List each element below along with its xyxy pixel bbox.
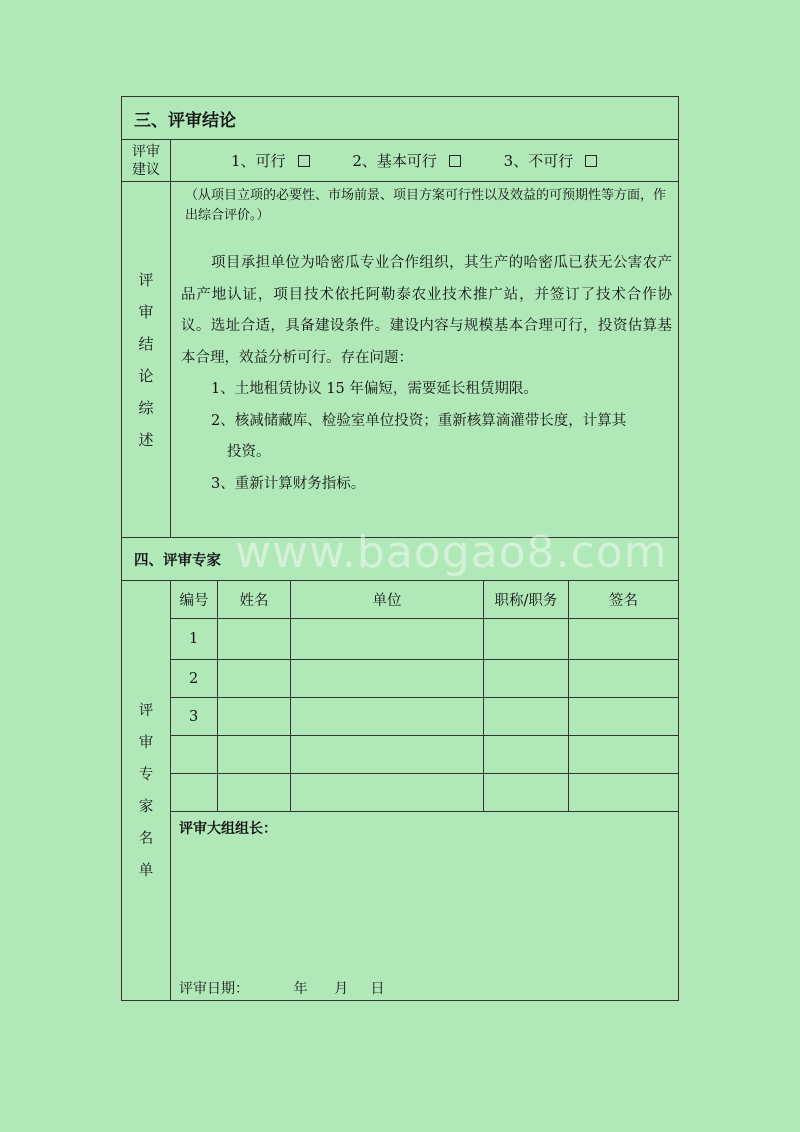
section-4-title: 四、评审专家 <box>122 538 679 581</box>
title-cell[interactable] <box>484 774 569 812</box>
name-cell[interactable] <box>218 698 291 736</box>
row-number <box>171 736 218 774</box>
unit-cell[interactable] <box>291 736 484 774</box>
option-feasible[interactable]: 1、可行 <box>231 150 310 171</box>
signature-cell[interactable] <box>569 660 679 698</box>
name-cell[interactable] <box>218 774 291 812</box>
row-number: 3 <box>171 698 218 736</box>
experts-header-row <box>122 581 679 619</box>
suggestion-label: 评审 建议 <box>122 140 171 182</box>
col-signature: 签名 <box>569 581 679 619</box>
unit-cell[interactable] <box>291 774 484 812</box>
row-number: 2 <box>171 660 218 698</box>
expert-list-label: 评 审 专 家 名 单 <box>122 581 171 1001</box>
conclusion-table <box>121 96 679 538</box>
section-3-title: 三、评审结论 <box>122 97 679 140</box>
signature-cell[interactable] <box>569 736 679 774</box>
option-basically-feasible[interactable]: 2、基本可行 <box>352 150 461 171</box>
leader-label: 评审大组组长： <box>179 821 277 837</box>
name-cell[interactable] <box>218 660 291 698</box>
suggestion-options <box>171 140 679 182</box>
checkbox-infeasible[interactable] <box>585 155 597 167</box>
table-row <box>122 660 679 698</box>
unit-cell[interactable] <box>291 660 484 698</box>
summary-label: 评 审 结 论 综 述 <box>122 182 171 538</box>
checkbox-basically-feasible[interactable] <box>449 155 461 167</box>
experts-table <box>121 537 679 1001</box>
table-row <box>122 774 679 812</box>
name-cell[interactable] <box>218 736 291 774</box>
col-title: 职称/职务 <box>484 581 569 619</box>
summary-content <box>171 182 679 538</box>
issue-3: 3、重新计算财务指标。 <box>211 475 366 492</box>
title-cell[interactable] <box>484 619 569 660</box>
title-cell[interactable] <box>484 698 569 736</box>
table-row <box>122 619 679 660</box>
summary-note: （从项目立项的必要性、市场前景、项目方案可行性以及效益的可预期性等方面，作出综合评价。） <box>185 188 667 223</box>
review-date: 评审日期： 年 月 日 <box>179 981 385 997</box>
col-name: 姓名 <box>218 581 291 619</box>
table-row <box>122 736 679 774</box>
leader-section <box>171 812 679 1001</box>
col-number: 编号 <box>171 581 218 619</box>
checkbox-feasible[interactable] <box>298 155 310 167</box>
signature-cell[interactable] <box>569 774 679 812</box>
unit-cell[interactable] <box>291 619 484 660</box>
row-number <box>171 774 218 812</box>
name-cell[interactable] <box>218 619 291 660</box>
col-unit: 单位 <box>291 581 484 619</box>
review-form <box>121 96 678 1001</box>
table-row <box>122 698 679 736</box>
signature-cell[interactable] <box>569 619 679 660</box>
row-number: 1 <box>171 619 218 660</box>
unit-cell[interactable] <box>291 698 484 736</box>
watermark: www.baogao8.com <box>235 527 668 578</box>
issue-2: 2、核减储藏库、检验室单位投资；重新核算滴灌带长度，计算其 投资。 <box>211 412 627 460</box>
issue-1: 1、土地租赁协议 15 年偏短，需要延长租赁期限。 <box>211 381 538 397</box>
signature-cell[interactable] <box>569 698 679 736</box>
title-cell[interactable] <box>484 736 569 774</box>
summary-paragraph: 项目承担单位为哈密瓜专业合作组织，其生产的哈密瓜已获无公害农产品产地认证，项目技术依托阿勒泰农业技术推广站，并签订了技术合作协议。选址合适，具备建设条件。建设内容与规模基本合理可行，投资估算基本合理，效益分析可行。存在问题： <box>181 255 672 366</box>
title-cell[interactable] <box>484 660 569 698</box>
option-infeasible[interactable]: 3、不可行 <box>504 150 598 171</box>
